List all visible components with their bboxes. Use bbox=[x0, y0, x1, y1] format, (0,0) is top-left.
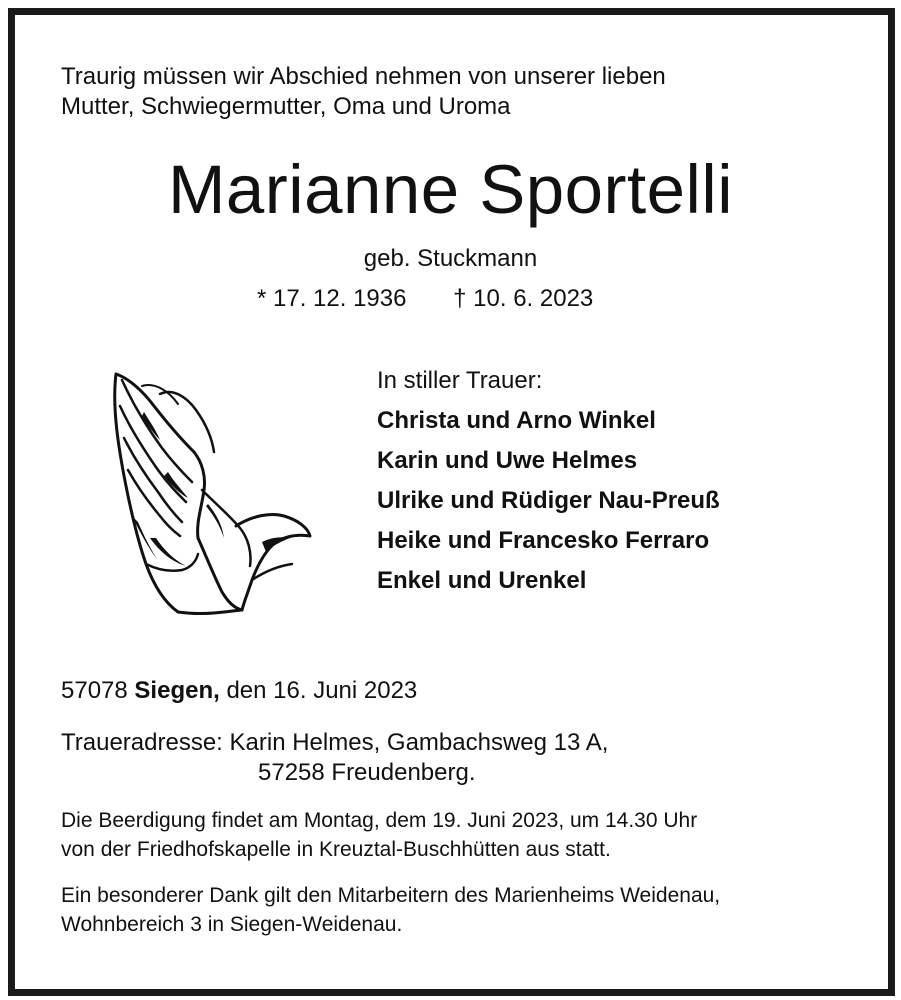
mourner-name: Enkel und Urenkel bbox=[377, 567, 587, 594]
maiden-name: geb. Stuckmann bbox=[363, 245, 538, 272]
intro-line-1: Traurig müssen wir Abschied nehmen von unserer lieben bbox=[61, 63, 666, 90]
address-line-1: Karin Helmes, Gambachsweg 13 A, bbox=[229, 729, 609, 756]
death-date: † 10. 6. 2023 bbox=[453, 285, 594, 312]
mourners-list bbox=[377, 366, 720, 606]
mourners-heading: In stiller Trauer: bbox=[377, 367, 543, 394]
mourner-name: Ulrike und Rüdiger Nau-Preuß bbox=[377, 487, 720, 514]
postcode: 57078 bbox=[61, 677, 128, 704]
address-label: Traueradresse: bbox=[61, 729, 223, 756]
intro-line-2: Mutter, Schwiegermutter, Oma und Uroma bbox=[61, 93, 511, 120]
funeral-line-2: von der Friedhofskapelle in Kreuztal-Buschhütten aus statt. bbox=[61, 838, 611, 861]
address-line-2: 57258 Freudenberg. bbox=[258, 759, 476, 786]
thanks-line-1: Ein besonderer Dank gilt den Mitarbeitern des Marienheims Weidenau, bbox=[61, 884, 721, 907]
deceased-name: Marianne Sportelli bbox=[167, 151, 734, 228]
praying-hands-icon bbox=[102, 366, 314, 616]
life-dates bbox=[257, 284, 593, 314]
funeral-notice bbox=[61, 806, 851, 864]
place-and-date bbox=[61, 676, 417, 706]
thanks-line-2: Wohnbereich 3 in Siegen-Weidenau. bbox=[61, 913, 403, 936]
thanks-notice bbox=[61, 881, 851, 939]
intro-text bbox=[61, 62, 840, 122]
city: Siegen, bbox=[134, 677, 220, 704]
mourner-name: Karin und Uwe Helmes bbox=[377, 447, 638, 474]
mourning-address bbox=[61, 728, 608, 788]
mourner-name: Heike und Francesko Ferraro bbox=[377, 527, 710, 554]
funeral-line-1: Die Beerdigung findet am Montag, dem 19. Juni 2023, um 14.30 Uhr bbox=[61, 809, 698, 832]
birth-date: * 17. 12. 1936 bbox=[257, 285, 407, 312]
mourner-name: Christa und Arno Winkel bbox=[377, 407, 656, 434]
announcement-date: den 16. Juni 2023 bbox=[226, 677, 418, 704]
